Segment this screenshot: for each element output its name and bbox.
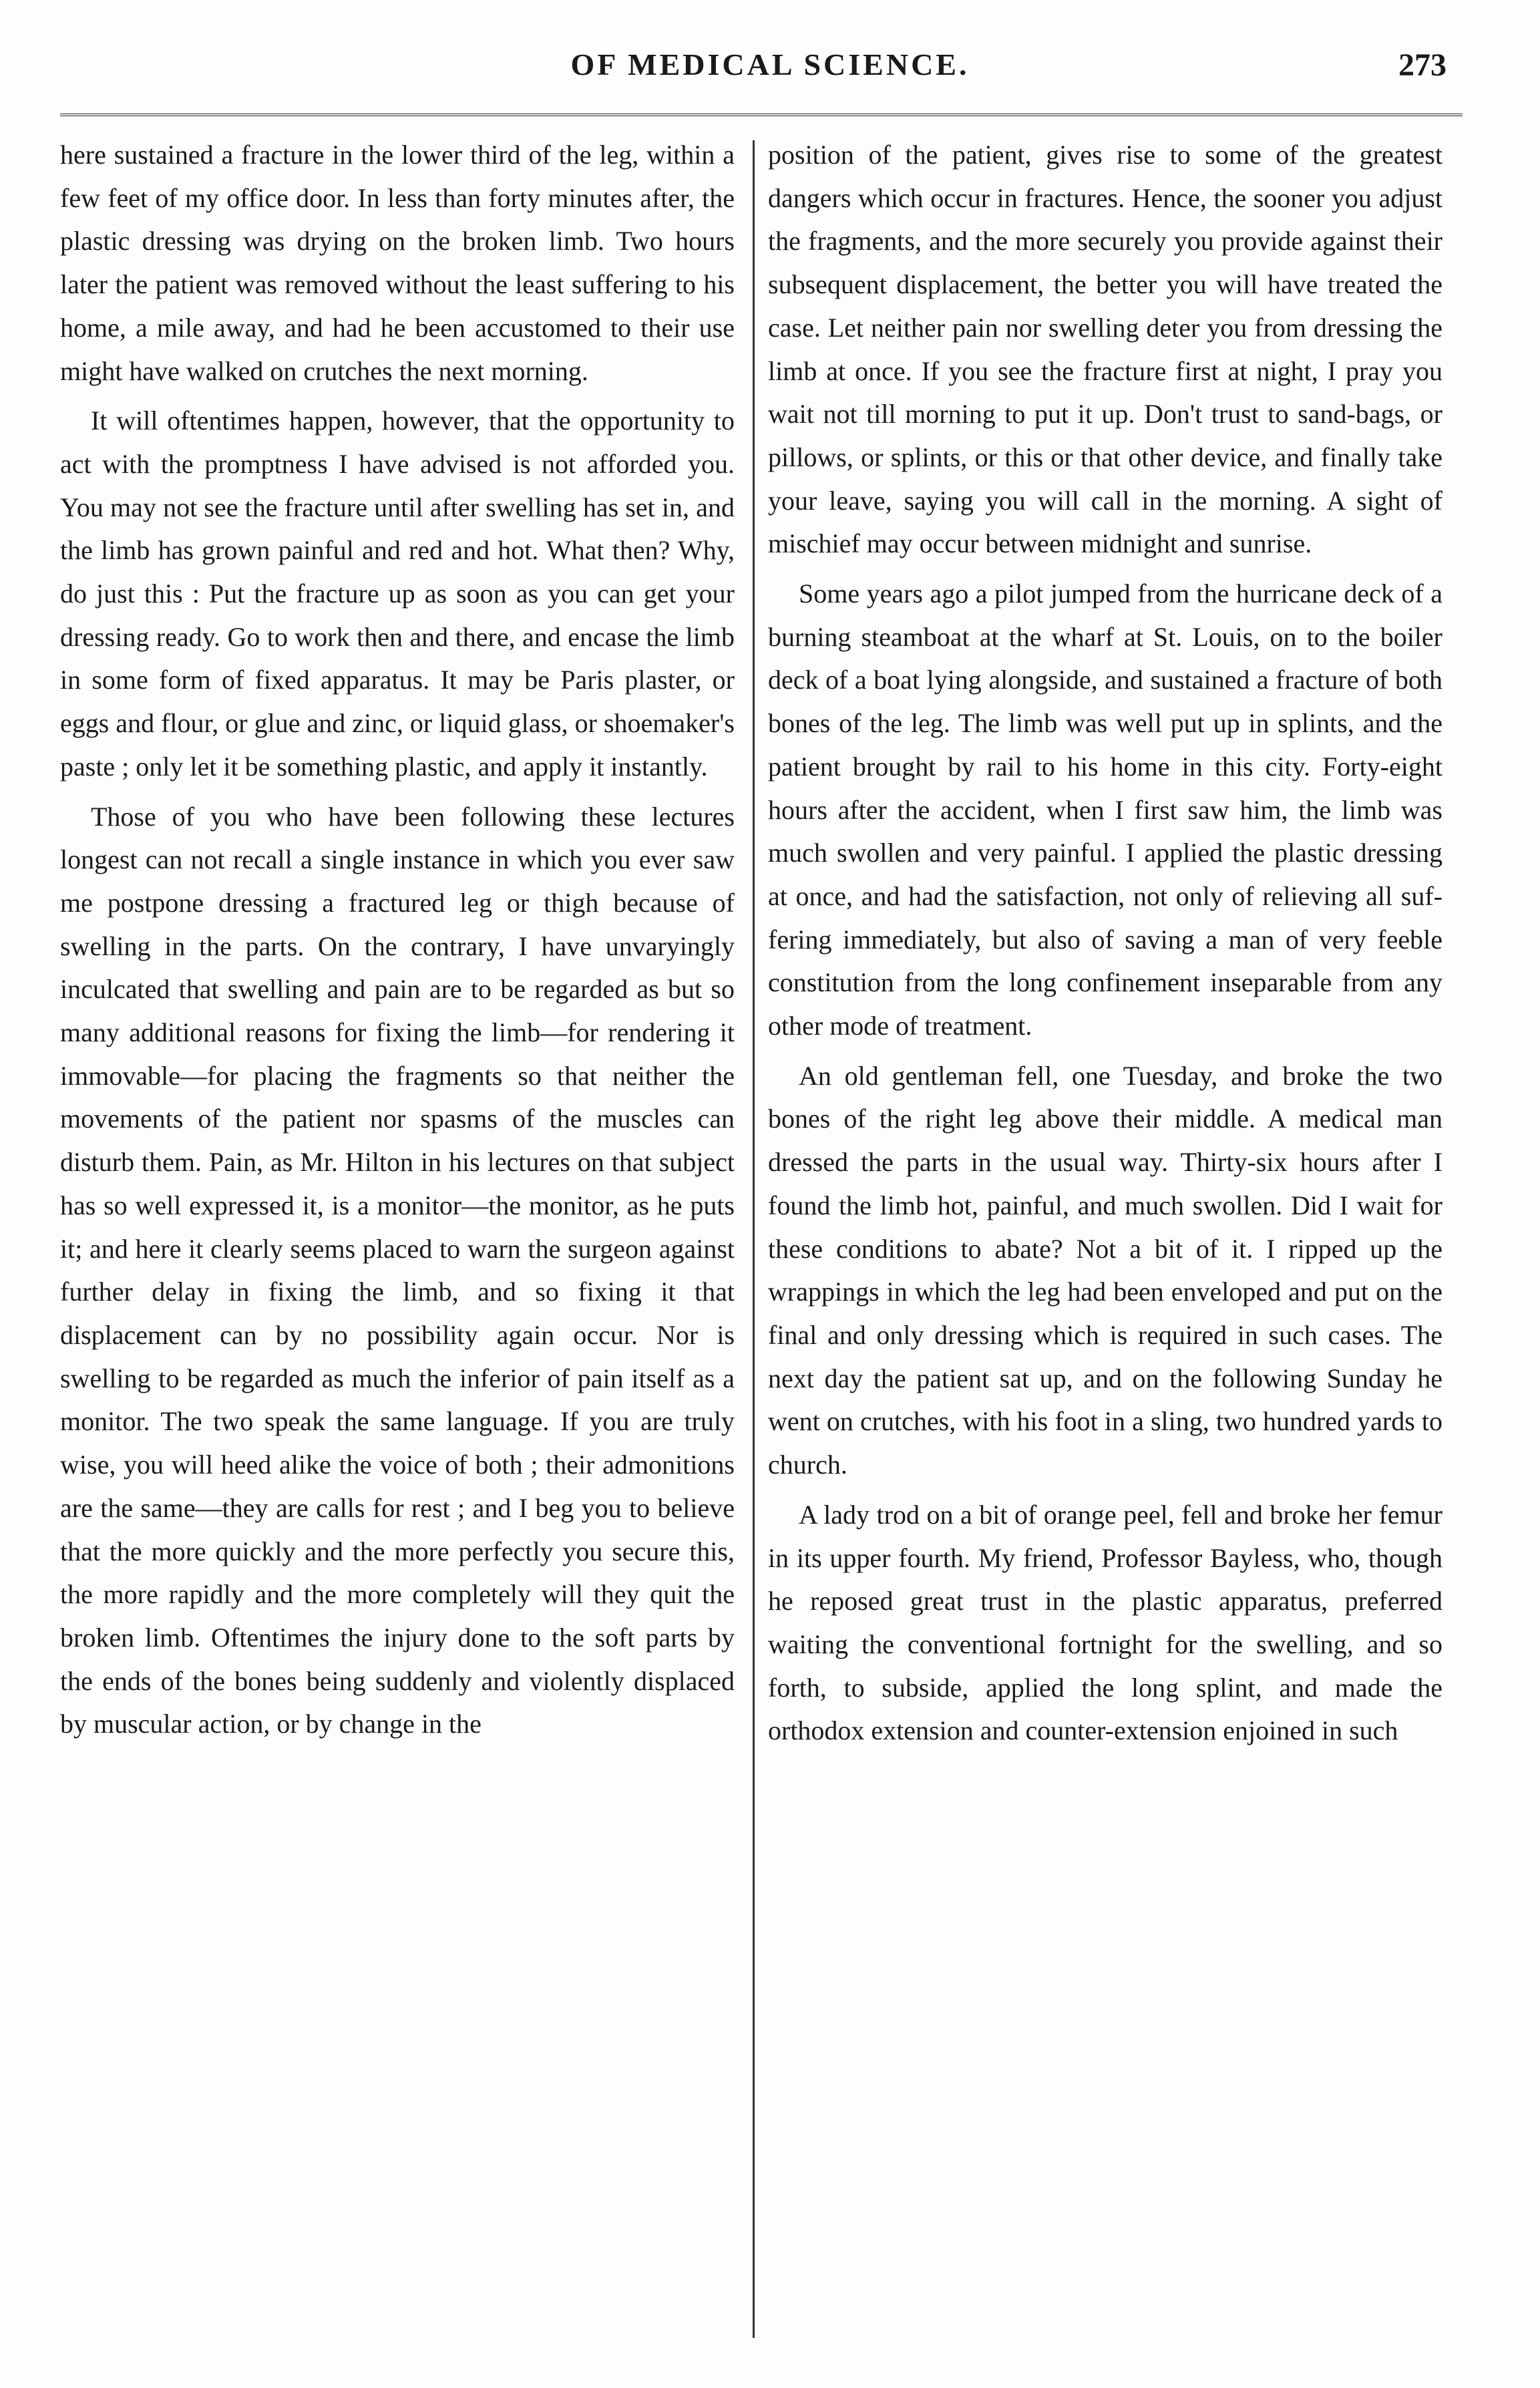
right-column (768, 134, 1442, 2338)
running-head (0, 47, 1540, 100)
paragraph: Those of you who have been following these lectures longest can not recall a single instance in which you ever saw me postpone dressing a fractured leg or thigh because of swelling in the parts. On the contrary, I have unvaryingly inculcated that swelling and pain are to be regarded as but so many additional reasons for fixing the limb—for rendering it immovable—for placing the fragments so that neither the movements of the patient nor spasms of the muscles can disturb them. Pain, as Mr. Hilton in his lectures on that subject has so well expressed it, is a monitor—the monitor, as he puts it; and here it clearly seems placed to warn the surgeon against further delay in fixing the limb, and so fixing it that displacement can by no possibility again occur. Nor is swelling to be regarded as much the inferior of pain itself as a monitor. The two speak the same language. If you are truly wise, you will heed alike the voice of both ; their admonitions are the same—they are calls for rest ; and I beg you to believe that the more quickly and the more perfectly you secure this, the more rapidly and the more completely will they quit the broken limb. Oftentimes the injury done to the soft parts by the ends of the bones being suddenly and violently displaced by muscular action, or by change in the (60, 801, 735, 1739)
paragraph: It will oftentimes happen, however, that the opportunity to act with the promptness I have advised is not afforded you. You may not see the fracture until after swelling has set in, and the limb has grown painful and red and hot. What then? Why, do just this : Put the fracture up as soon as you can get your dressing ready. Go to work then and there, and encase the limb in some form of fixed apparatus. It may be Paris plaster, or eggs and flour, or glue and zinc, or liquid glass, or shoemaker's paste ; only let it be something plastic, and apply it instantly. (60, 405, 735, 782)
running-title: OF MEDICAL SCIENCE. (570, 47, 970, 81)
header-rule (60, 114, 1463, 116)
column-divider (753, 140, 755, 2338)
paragraph: here sustained a fracture in the lower third of the leg, within a few feet of my office door. In less than forty minutes after, the plastic dressing was drying on the broken limb. Two hours later the patient was removed without the least suffering to his home, a mile away, and had he been accustomed to their use might have walked on crutches the next morning. (60, 140, 735, 386)
left-column (60, 134, 735, 2338)
paragraph: Some years ago a pilot jumped from the hurricane deck of a burning steamboat at the wharf at St. Louis, on to the boiler deck of a boat lying alongside, and sustained a fracture of both bones of the leg. The limb was well put up in splints, and the patient brought by rail to his home in this city. Forty-eight hours after the accident, when I first saw him, the limb was much swollen and very painful. I applied the plastic dressing at once, and had the satisfaction, not only of relieving all suffering immediately, but also of saving a man of very feeble constitution from the long confinement inseparable from any other mode of treatment. (768, 578, 1442, 1041)
paragraph: position of the patient, gives rise to some of the greatest dangers which occur in fractures. Hence, the sooner you adjust the fragments, and the more securely you provide against their subsequent displacement, the better you will have treated the case. Let neither pain nor swelling deter you from dressing the limb at once. If you see the fracture first at night, I pray you wait not till morning to put it up. Don't trust to sand-bags, or pillows, or splints, or this or that other device, and finally take your leave, saying you will call in the morning. A sight of mischief may occur between midnight and sunrise. (768, 140, 1442, 559)
paragraph: An old gentleman fell, one Tuesday, and broke the two bones of the right leg above their middle. A medical man dressed the parts in the usual way. Thirty-six hours after I found the limb hot, painful, and much swollen. Did I wait for these conditions to abate? Not a bit of it. I ripped up the wrappings in which the leg had been enveloped and put on the final and only dressing which is required in such cases. The next day the patient sat up, and on the following Sunday he went on crutches, with his foot in a sling, two hundred yards to church. (768, 1060, 1442, 1480)
paragraph: A lady trod on a bit of orange peel, fell and broke her femur in its upper fourth. My friend, Professor Bayless, who, though he reposed great trust in the plastic apparatus, preferred waiting the conventional fortnight for the swelling, and so forth, to subside, applied the long splint, and made the orthodox extension and counter-extension enjoined in such (768, 1499, 1442, 1746)
page-number: 273 (1398, 47, 1447, 83)
